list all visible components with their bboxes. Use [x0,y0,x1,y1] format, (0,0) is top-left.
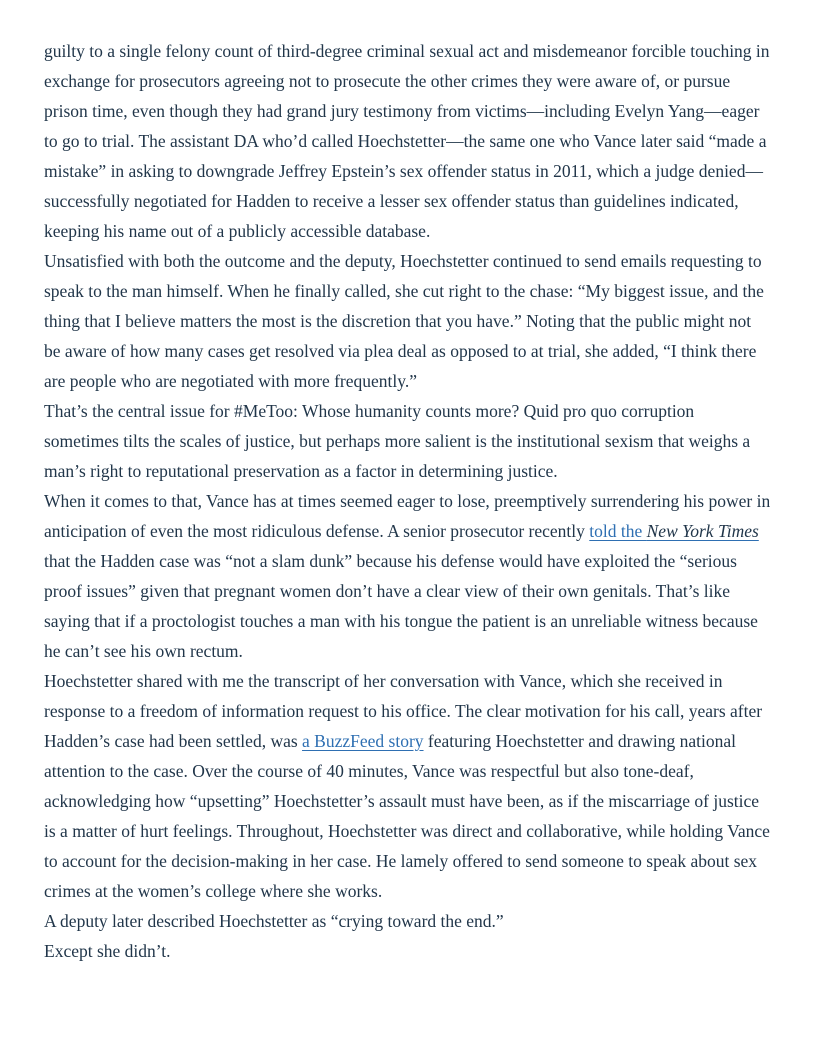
text-run: featuring Hoechstetter and drawing national attention to the case. Over the course of 40 minutes, Vance was respectful but also tone-deaf, acknowledging how “upsetting” Hoechstetter’s assault must have been, as if the miscarriage of justice is a matter of hurt feelings. Throughout, Hoechstetter was direct and collaborative, while holding Vance to account for the decision-making in her case. He lamely offered to send someone to speak about sex crimes at the women’s college where she works. [44,731,770,901]
text-run: A deputy later described Hoechstetter as “crying toward the end.” [44,911,504,931]
inline-link[interactable]: a BuzzFeed story [302,731,424,751]
paragraph [44,246,772,396]
paragraph [44,396,772,486]
inline-link[interactable]: New York Times [646,521,759,541]
text-run: When it comes to that, Vance has at times seemed eager to lose, preemptively surrendering his power in anticipation of even the most ridiculous defense. A senior prosecutor recently [44,491,771,541]
paragraph [44,486,772,666]
text-run: Unsatisfied with both the outcome and the deputy, Hoechstetter continued to send emails requesting to speak to the man himself. When he finally called, she cut right to the chase: “My biggest issue, and the thing that I believe matters the most is the discretion that you have.” Noting that the public might not be aware of how many cases get resolved via plea deal as opposed to at trial, she added, “I think there are people who are negotiated with more frequently.” [44,251,764,391]
text-run: Hoechstetter shared with me the transcript of her conversation with Vance, which she received in response to a freedom of information request to his office. The clear motivation for his call, years after Hadden’s case had been settled, was [44,671,763,751]
paragraph [44,936,772,966]
paragraph [44,666,772,906]
article-body [44,36,772,966]
text-run: guilty to a single felony count of third-degree criminal sexual act and misdemeanor forcible touching in exchange for prosecutors agreeing not to prosecute the other crimes they were aware of, or pursue prison time, even though they had grand jury testimony from victims—including Evelyn Yang—eager to go to trial. The assistant DA who’d called Hoechstetter—the same one who Vance later said “made a mistake” in asking to downgrade Jeffrey Epstein’s sex offender status in 2011, which a judge denied—successfully negotiated for Hadden to receive a lesser sex offender status than guidelines indicated, keeping his name out of a publicly accessible database. [44,41,770,241]
paragraph [44,36,772,246]
text-run: That’s the central issue for #MeToo: Whose humanity counts more? Quid pro quo corruption sometimes tilts the scales of justice, but perhaps more salient is the institutional sexism that weighs a man’s right to reputational preservation as a factor in determining justice. [44,401,751,481]
paragraph [44,906,772,936]
text-run: that the Hadden case was “not a slam dunk” because his defense would have exploited the “serious proof issues” given that pregnant women don’t have a clear view of their own genitals. That’s like saying that if a proctologist touches a man with his tongue the patient is an unreliable witness because he can’t see his own rectum. [44,551,758,661]
inline-link[interactable]: told the [589,521,647,541]
text-run: Except she didn’t. [44,941,171,961]
